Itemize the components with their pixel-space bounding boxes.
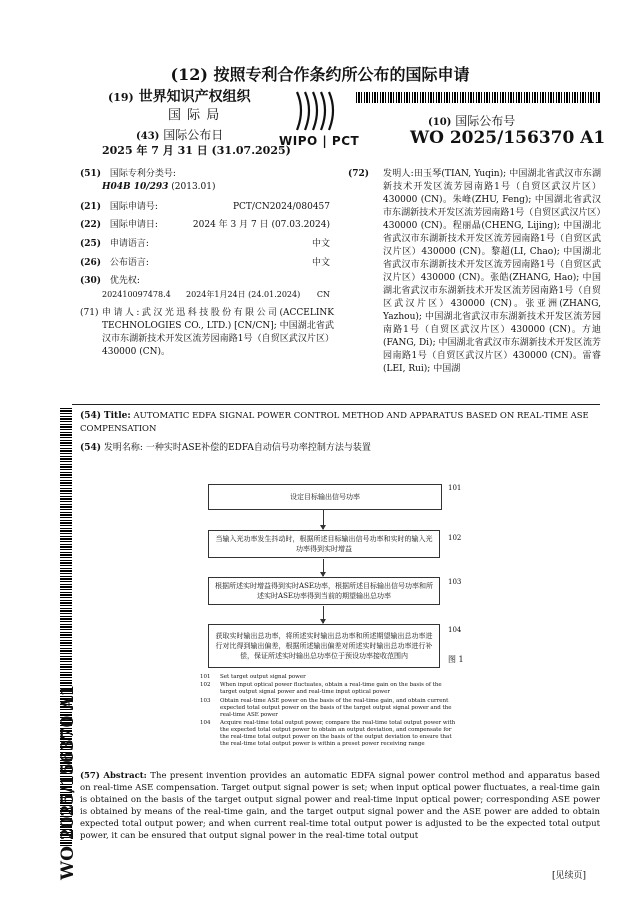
org-name: 世界知识产权组织: [138, 89, 251, 105]
abstract-code: (57): [80, 771, 100, 781]
title-en-value: AUTOMATIC EDFA SIGNAL POWER CONTROL METHOD AND APPARATUS BASED ON REAL-TIME ASE COMPENSATION: [80, 411, 589, 434]
legend-item: [200, 674, 460, 681]
flow-arrow: [323, 509, 324, 529]
flow-step-104: 获取实时输出总功率，将所述实时输出总功率和所述期望输出总功率进行对比得到输出偏差，根据所述输出偏差对所述实时输出总功率进行补偿，保证所述实时输出总功率位于预设功率接收范围内: [208, 624, 440, 668]
flow-ref-102: 102: [448, 534, 462, 542]
priority-no: 202410097478.4: [102, 290, 171, 299]
app-no-label: 国际申请号:: [109, 202, 158, 212]
filing-lang-value: 中文: [311, 239, 330, 249]
app-no-value: PCT/CN2024/080457: [232, 202, 330, 212]
pub-date-label: 国际公布日: [163, 128, 224, 142]
applicant-text: 申请人:武汉光迅科技股份有限公司(ACCELINK TECHNOLOGIES CO., LTD.) [CN/CN]; 中国湖北省武汉市东湖新技术开发区流芳园南路1号（自贸区武汉片区）430000 (CN)。: [102, 308, 334, 357]
filing-entry: [80, 219, 330, 232]
legend-text: Obtain real-time ASE power on the basis of the real-time gain, and obtain current expected total output power on the basis of the target output signal power and the real-time ASE power: [220, 698, 452, 718]
continued-note: [见续页]: [552, 871, 587, 881]
filing-code: (22): [80, 220, 102, 230]
legend-number: 102: [200, 682, 211, 688]
filing-lang-entry: [80, 238, 330, 251]
pub-date-heading: [136, 126, 223, 143]
legend-text: When input optical power fluctuates, obtain a real-time gain on the basis of the target output signal power and real-time input optical power: [220, 682, 442, 695]
ipc-value: H04B 10/293: [102, 182, 169, 192]
flow-ref-103: 103: [448, 578, 462, 586]
pub-date-code: (43): [136, 131, 160, 142]
flow-arrow: [323, 559, 324, 576]
pub-no: WO 2025/156370 A1: [410, 128, 606, 148]
applicant-code: (71): [80, 308, 99, 318]
title-zh: [80, 442, 600, 455]
pub-lang-label: 公布语言:: [109, 258, 149, 268]
inventors-text: 发明人:田玉琴(TIAN, Yuqin); 中国湖北省武汉市东湖新技术开发区流芳园南路1号（自贸区武汉片区）430000 (CN)。朱峰(ZHU, Feng); 中国湖北省武汉市东湖新技术开发区流芳园南路1号（自贸区武汉片区）430000 (CN)。程丽晶(CHENG, Lijing); 中国湖北省武汉市东湖新技术开发区流芳园南路1号（自贸区武汉片区）430000 (CN)。黎超(LI, Chao); 中国湖北省武汉市东湖新技术开发区流芳园南路1号（自贸区武汉片区）430000 (CN)。张皓(ZHANG, Hao); 中国湖北省武汉市东湖新技术开发区流芳园南路1号（自贸区武汉片区）430000 (CN)。张亚洲(ZHANG, Yazhou); 中国湖北省武汉市东湖新技术开发区流芳园南路1号（自贸区武汉片区）430000 (CN)。方迪(FANG, Di); 中国湖北省武汉市东湖新技术开发区流芳园南路1号（自贸区武汉片区）430000 (CN)。雷睿(LEI, Rui); 中国湖: [383, 169, 601, 374]
ipc-code: (51): [80, 169, 102, 179]
filing-lang-code: (25): [80, 239, 102, 249]
filing-label: 国际申请日:: [109, 220, 158, 230]
legend-text: Acquire real-time total output power, compare the real-time total output power with the expected total output power to obtain an output deviation, and compensate for the real-time total output power on the basis of the output deviation to ensure that the real-time total output power is within a preset power receiving range: [220, 720, 456, 747]
divider: [72, 404, 600, 405]
app-no-entry: [80, 201, 330, 214]
abstract-text: The present invention provides an automatic EDFA signal power control method and apparatus based on real-time ASE compensation. Target output signal power is set; when input optical power fluctuates, a real-time gain is obtained on the basis of the target output signal power and real-time input optical power; corresponding ASE power is obtained by means of the real-time gain, and the target output signal power and the ASE power are added to obtain expected total output power; and when current real-time total output power is adjusted to be the expected total output power, it can be ensured that output signal power in the real-time total output: [80, 771, 601, 841]
side-pub-no: WO 2025/156370 A1: [58, 684, 78, 880]
pub-lang-code: (26): [80, 258, 102, 268]
title-en: [80, 410, 600, 436]
flow-step-102: 当输入光功率发生抖动时，根据所述目标输出信号功率和实时的输入光功率得到实时增益: [208, 530, 440, 558]
pub-lang-value: 中文: [311, 258, 330, 268]
legend-number: 104: [200, 720, 211, 726]
priority-entry: [80, 275, 330, 288]
legend-text: Set target output signal power: [220, 674, 306, 680]
flow-arrow: [323, 606, 324, 623]
inventors-code: (72): [348, 169, 370, 179]
ipc-entry: [80, 168, 330, 194]
flow-step-103: 根据所述实时增益得到实时ASE功率，根据所述目标输出信号功率和所述实时ASE功率得到当前的期望输出总功率: [208, 577, 440, 605]
title-en-code: (54): [80, 411, 102, 421]
title-en-label: Title:: [103, 411, 131, 421]
figure-caption: 图 1: [448, 655, 464, 664]
flow-ref-101: 101: [448, 484, 462, 492]
org-code: (19): [108, 91, 134, 104]
pub-lang-entry: [80, 257, 330, 270]
wipo-logo: [279, 88, 360, 152]
ipc-label: 国际专利分类号:: [109, 169, 176, 179]
flow-step-101: 设定目标输出信号功率: [208, 484, 442, 510]
priority-date: 2024年1月24日 (24.01.2024): [186, 290, 301, 299]
title-zh-value: 一种实时ASE补偿的EDFA自动信号功率控制方法与装置: [145, 443, 371, 453]
document-title: (12) 按照专利合作条约所公布的国际申请: [170, 65, 470, 84]
priority-row: [102, 289, 330, 301]
barcode-top: [356, 92, 600, 103]
filing-value: 2024 年 3 月 7 日 (07.03.2024): [192, 220, 330, 230]
filing-lang-label: 申请语言:: [109, 239, 149, 249]
wipo-pct-text: WIPO | PCT: [279, 134, 360, 148]
ipc-year: (2013.01): [171, 182, 216, 192]
org-sub: 国 际 局: [168, 108, 221, 123]
legend-number: 103: [200, 698, 211, 704]
title-zh-label: 发明名称:: [103, 443, 143, 453]
pub-no-code: (10): [428, 117, 452, 128]
priority-label: 优先权:: [109, 276, 140, 286]
pub-no-heading: [428, 112, 515, 129]
priority-code: (30): [80, 276, 102, 286]
app-no-code: (21): [80, 202, 102, 212]
pub-date: 2025 年 7 月 31 日 (31.07.2025): [102, 144, 291, 157]
title-zh-code: (54): [80, 443, 102, 453]
wipo-globe-icon: [283, 88, 347, 134]
pub-no-label: 国际公布号: [455, 114, 516, 128]
priority-country: CN: [316, 290, 330, 299]
abstract-label: Abstract:: [103, 771, 147, 781]
legend-number: 101: [200, 674, 211, 680]
abstract: [80, 770, 600, 842]
org-block: [108, 86, 251, 106]
figure-legend: [200, 674, 460, 754]
flow-ref-104: 104: [448, 626, 462, 634]
